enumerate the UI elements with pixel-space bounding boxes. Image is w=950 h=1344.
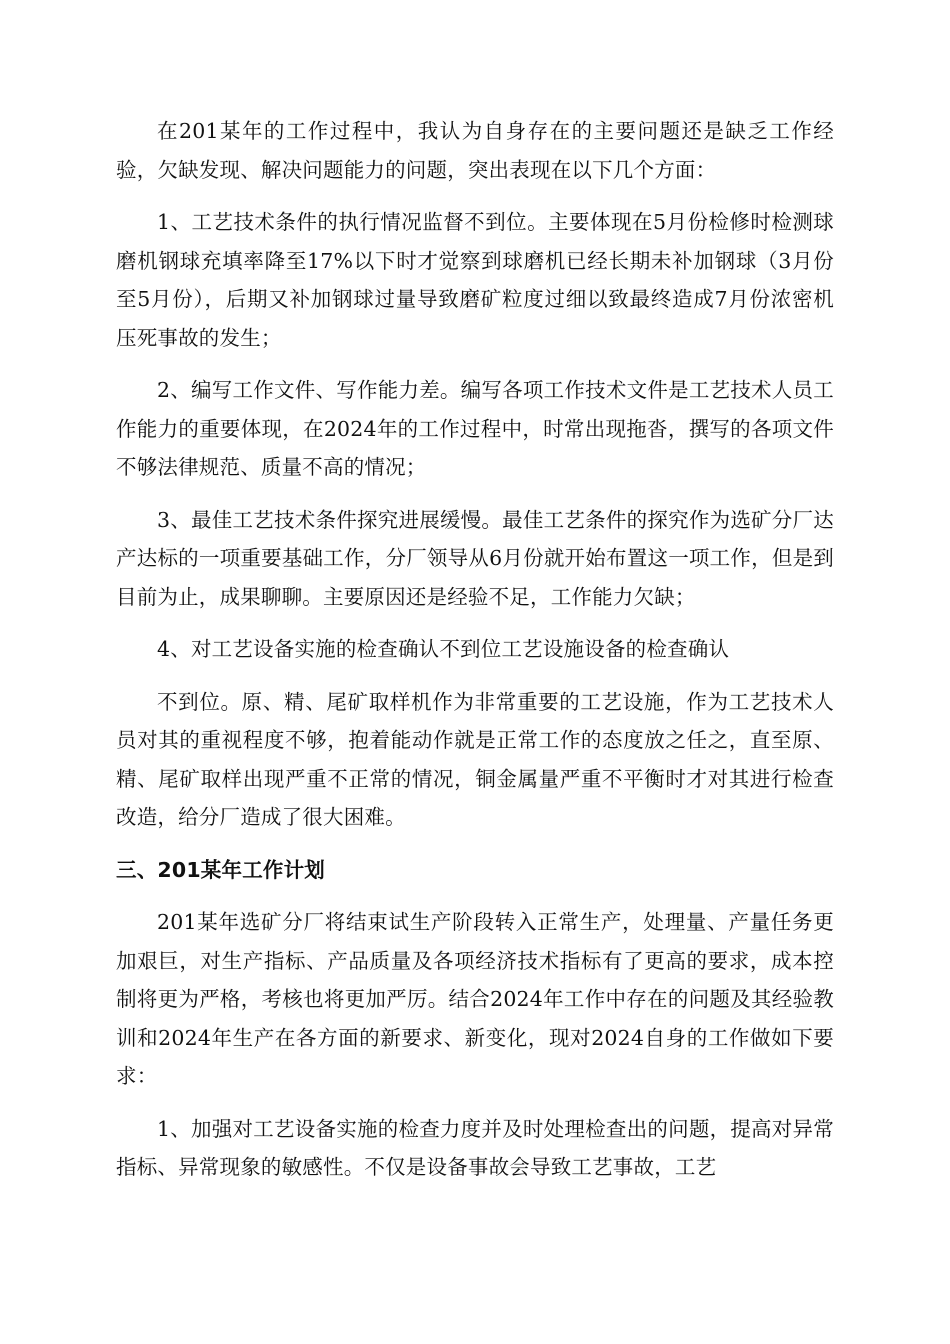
paragraph-problem-3: 3、最佳工艺技术条件探究进展缓慢。最佳工艺条件的探究作为选矿分厂达产达标的一项重要基础工作，分厂领导从6月份就开始布置这一项工作，但是到目前为止，成果聊聊。主要原因还是经验不足，工作能力欠缺； [116, 507, 834, 609]
document-body [116, 112, 834, 1201]
paragraph-problems-intro: 在201某年的工作过程中，我认为自身存在的主要问题还是缺乏工作经验，欠缺发现、解决问题能力的问题，突出表现在以下几个方面： [116, 119, 834, 182]
paragraph-problem-2: 2、编写工作文件、写作能力差。编写各项工作技术文件是工艺技术人员工作能力的重要体现，在2024年的工作过程中，时常出现拖沓，撰写的各项文件不够法律规范、质量不高的情况； [116, 378, 834, 479]
paragraph-problem-4: 4、对工艺设备实施的检查确认不到位工艺设施设备的检查确认 [157, 637, 730, 661]
paragraph-problem-4-continued: 不到位。原、精、尾矿取样机作为非常重要的工艺设施，作为工艺技术人员对其的重视程度不够，抱着能动作就是正常工作的态度放之任之，直至原、精、尾矿取样出现严重不正常的情况，铜金属量严重不平衡时才对其进行检查改造，给分厂造成了很大困难。 [116, 689, 834, 829]
section-heading-work-plan: 三、201某年工作计划 [116, 857, 325, 882]
paragraph-plan-1: 1、加强对工艺设备实施的检查力度并及时处理检查出的问题，提高对异常指标、异常现象的敏感性。不仅是设备事故会导致工艺事故，工艺 [116, 1116, 834, 1179]
paragraph-problem-1: 1、工艺技术条件的执行情况监督不到位。主要体现在5月份检修时检测球磨机钢球充填率降至17%以下时才觉察到球磨机已经长期未补加钢球（3月份至5月份），后期又补加钢球过量导致磨矿粒度过细以致最终造成7月份浓密机压死事故的发生； [116, 210, 834, 350]
paragraph-plan-intro: 201某年选矿分厂将结束试生产阶段转入正常生产，处理量、产量任务更加艰巨，对生产指标、产品质量及各项经济技术指标有了更高的要求，成本控制将更为严格，考核也将更加严厉。结合2024年工作中存在的问题及其经验教训和2024年生产在各方面的新要求、新变化，现对2024自身的工作做如下要求： [116, 910, 834, 1088]
